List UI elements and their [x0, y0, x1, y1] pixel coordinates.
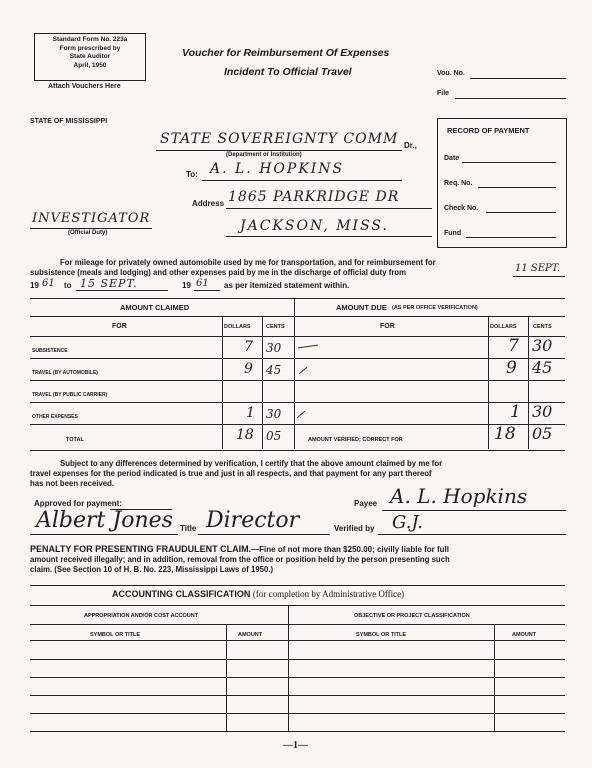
state-label: STATE OF MISSISSIPPI — [30, 118, 108, 125]
payee-underline — [382, 510, 566, 511]
mileage-line3: as per itemized statement within. — [224, 281, 350, 290]
approved-label: Approved for payment: — [34, 499, 123, 508]
certify-line2: travel expenses for the period indicated is true and just in all respects, and that payment for any part thereof — [30, 469, 432, 478]
city-value[interactable]: JACKSON, MISS. — [240, 218, 389, 234]
amount-due-note: (AS PER OFFICE VERIFICATION) — [392, 305, 478, 311]
penalty-block — [30, 544, 570, 575]
col-for-claimed: FOR — [112, 323, 127, 330]
record-date-field[interactable] — [462, 162, 556, 163]
col-cents-claimed: CENTS — [266, 324, 285, 330]
claimed-cents[interactable]: 30 — [266, 407, 282, 421]
mileage-line1: For mileage for privately owned automobile used by me for transportation, and for reimbursement for — [60, 258, 436, 267]
accounting-title: ACCOUNTING CLASSIFICATION — [112, 589, 251, 599]
col-cents-due: CENTS — [533, 324, 552, 330]
duty-value[interactable]: INVESTIGATOR — [32, 211, 151, 226]
claimed-dollars[interactable]: 1 — [246, 405, 255, 421]
col-rule — [294, 298, 295, 449]
verified-cents[interactable]: 30 — [532, 402, 553, 421]
row-rule — [30, 316, 565, 317]
address-value[interactable]: 1865 PARKRIDGE DR — [228, 189, 400, 205]
to-date-underline — [76, 290, 168, 291]
file-label: File — [437, 90, 450, 97]
penalty-heading: PENALTY FOR PRESENTING FRAUDULENT CLAIM. — [30, 544, 252, 554]
penalty-text: amount received illegally; and in addition, removal from the office or position held by the person presenting such — [30, 555, 450, 564]
voucher-subtitle: Incident To Official Travel — [224, 66, 352, 78]
verified-underline — [378, 534, 566, 535]
duty-underline — [30, 228, 152, 229]
row-rule — [30, 336, 565, 337]
approver-signature[interactable]: Albert Jones — [36, 508, 173, 533]
year-prefix-from: 19 — [30, 281, 39, 290]
amount-header-left: AMOUNT — [238, 632, 263, 638]
department-value[interactable]: STATE SOVEREIGNTY COMM — [160, 131, 399, 147]
standard-form-box — [34, 33, 146, 81]
verified-total-cents[interactable]: 05 — [532, 424, 553, 443]
stdform-line: April, 1950 — [73, 61, 107, 69]
from-date-underline — [513, 276, 565, 277]
verified-by-label: Verified by — [334, 524, 375, 533]
amount-header-right: AMOUNT — [512, 632, 537, 638]
verifier-signature[interactable]: G.J. — [392, 512, 423, 533]
stdform-line: Form prescribed by — [59, 44, 121, 52]
department-caption: (Department or Institution) — [226, 152, 302, 158]
address-label: Address — [192, 199, 225, 208]
symbol-header-right: SYMBOL OR TITLE — [356, 632, 407, 638]
record-check-field[interactable] — [486, 212, 556, 213]
payee-label: Payee — [354, 499, 378, 508]
col-rule — [528, 316, 529, 449]
amount-table — [30, 298, 565, 451]
penalty-text: claim. (See Section 10 of H. B. No. 223, Mississippi Laws of 1950.) — [30, 565, 274, 574]
claimed-cents[interactable]: 45 — [266, 363, 282, 377]
total-dollars[interactable]: 18 — [236, 427, 254, 443]
col-rule — [222, 316, 223, 449]
accounting-grid — [30, 624, 565, 736]
year-prefix-to: 19 — [182, 281, 191, 290]
approver-underline — [30, 534, 178, 535]
accounting-note: (for completion by Administrative Office) — [252, 589, 405, 599]
dr-label: Dr., — [404, 141, 417, 150]
record-check-label: Check No. — [444, 205, 479, 212]
duty-caption: (Official Duty) — [68, 230, 108, 236]
page-number: —1— — [283, 740, 308, 751]
verified-cents[interactable]: 30 — [532, 336, 553, 355]
total-label: TOTAL — [66, 437, 84, 443]
to-underline — [202, 180, 402, 181]
verified-dollars[interactable]: 1 — [510, 402, 521, 422]
total-cents[interactable]: 05 — [266, 429, 282, 443]
amount-claimed-header: AMOUNT CLAIMED — [120, 303, 190, 312]
penalty-text: —Fine of not more than $250.00; civilly liable for full — [251, 545, 449, 554]
to-label: To: — [186, 170, 198, 179]
from-date-value[interactable]: 11 SEPT. — [515, 263, 561, 274]
verified-dollars[interactable]: 9 — [506, 358, 517, 378]
verified-total-dollars[interactable]: 18 — [494, 424, 516, 444]
attach-vouchers-label: Attach Vouchers Here — [48, 83, 121, 90]
col-for-due: FOR — [380, 323, 395, 330]
row-rule — [30, 380, 565, 381]
col-dollars-due: DOLLARS — [490, 324, 517, 330]
row-label-travel-public: TRAVEL (BY PUBLIC CARRIER) — [32, 392, 108, 398]
payee-signature[interactable]: A. L. Hopkins — [390, 484, 528, 508]
to-date-value[interactable]: 15 SEPT. — [80, 277, 138, 290]
address-underline — [226, 208, 432, 209]
claimed-cents[interactable]: 30 — [266, 341, 282, 355]
row-label-subsistence: SUBSISTENCE — [32, 348, 68, 354]
col-rule — [262, 316, 263, 449]
col-rule — [488, 316, 489, 449]
to-word: to — [64, 281, 72, 290]
accounting-title-block — [112, 589, 404, 599]
col-dollars-claimed: DOLLARS — [224, 324, 251, 330]
record-title: RECORD OF PAYMENT — [447, 126, 530, 135]
voucher-title: Voucher for Reimbursement Of Expenses — [182, 47, 390, 59]
record-date-label: Date — [444, 155, 460, 162]
department-underline — [156, 150, 402, 151]
amount-verified-label: AMOUNT VERIFIED; CORRECT FOR — [308, 437, 403, 443]
record-req-label: Req. No. — [444, 180, 473, 187]
appropriation-header: APPROPRIATION AND/OR COST ACCOUNT — [84, 613, 199, 619]
year-to-value[interactable]: 61 — [196, 278, 209, 289]
year-from-value[interactable]: 61 — [42, 278, 55, 289]
stdform-line: State Auditor — [69, 53, 111, 60]
verified-cents[interactable]: 45 — [532, 358, 553, 377]
accounting-rule — [30, 605, 565, 606]
mileage-line2: subsistence (meals and lodging) and other expenses paid by me in the discharge of official duty from — [30, 268, 407, 277]
symbol-header-left: SYMBOL OR TITLE — [90, 632, 141, 638]
row-label-travel-auto: TRAVEL (BY AUTOMOBILE) — [32, 370, 98, 376]
vou-no-label: Vou. No. — [437, 70, 465, 77]
claimed-dollars[interactable]: 7 — [244, 339, 253, 355]
city-underline — [226, 236, 432, 237]
objective-header: OBJECTIVE OR PROJECT CLASSIFICATION — [354, 613, 470, 619]
file-field[interactable] — [455, 98, 566, 99]
row-rule — [30, 424, 565, 425]
accounting-rule — [30, 585, 565, 586]
vou-no-field[interactable] — [470, 78, 566, 79]
certify-line1: Subject to any differences determined by verification, I certify that the above amount claimed by me for — [60, 459, 443, 468]
verified-dollars[interactable]: 7 — [508, 336, 519, 356]
row-rule — [30, 358, 565, 359]
to-value[interactable]: A. L. HOPKINS — [210, 161, 345, 177]
claimed-dollars[interactable]: 9 — [244, 361, 253, 377]
record-fund-field[interactable] — [466, 237, 556, 238]
year-to-underline — [194, 290, 220, 291]
amount-due-header: AMOUNT DUE — [336, 303, 387, 312]
title-signature[interactable]: Director — [206, 508, 300, 533]
record-fund-label: Fund — [444, 230, 462, 237]
row-label-other: OTHER EXPENSES — [32, 414, 78, 420]
stdform-line: Standard Form No. 223a — [52, 36, 128, 43]
title-label: Title — [180, 524, 197, 533]
title-underline — [198, 534, 330, 535]
row-rule — [30, 402, 565, 403]
record-req-field[interactable] — [478, 187, 556, 188]
certify-line3: has not been received. — [30, 479, 115, 488]
